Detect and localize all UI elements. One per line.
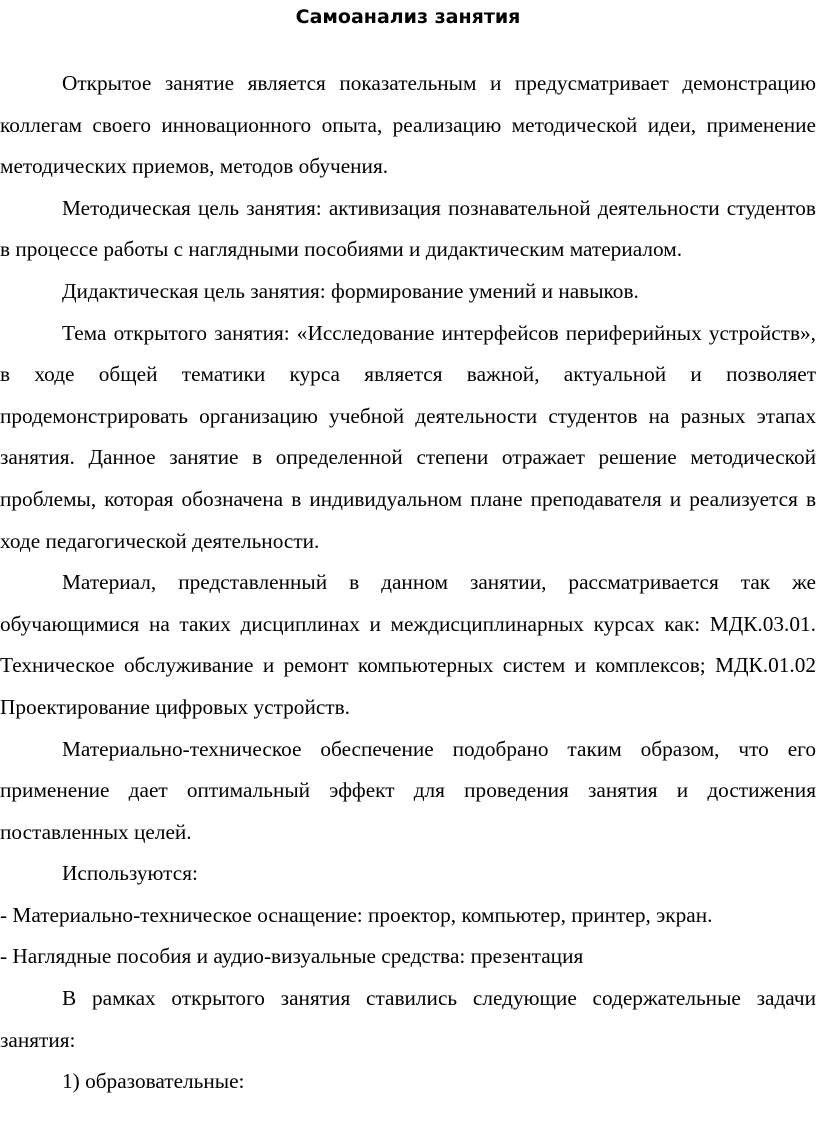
document-body bbox=[0, 63, 816, 1103]
paragraph-educational: 1) образовательные: bbox=[62, 1069, 245, 1094]
paragraph-tasks: В рамках открытого занятия ставились следующие содержательные задачи занятия: bbox=[0, 986, 816, 1052]
document-title: Самоанализ занятия bbox=[295, 6, 521, 28]
list-item-equipment: - Материально-техническое оснащение: проектор, компьютер, принтер, экран. bbox=[0, 902, 713, 927]
list-item-visual-aids: - Наглядные пособия и аудио-визуальные средства: презентация bbox=[0, 944, 584, 969]
paragraph-didactic-goal: Дидактическая цель занятия: формирование умений и навыков. bbox=[62, 278, 639, 303]
paragraph-open-lesson: Открытое занятие является показательным и предусматривает демонстрацию коллегам своего инновационного опыта, реализацию методической идеи, применение методических приемов, методов обучения. bbox=[0, 71, 816, 179]
paragraph-lesson-topic: Тема открытого занятия: «Исследование интерфейсов периферийных устройств», в ходе общей тематики курса является важной, актуальной и позволяет продемонстрировать организацию учебной деятельности студентов на разных этапах занятия. Данное занятие в определенной степени отражает решение методической проблемы, которая обозначена в индивидуальном плане преподавателя и реализуется в ходе педагогической деятельности. bbox=[0, 320, 816, 553]
paragraph-technical-support: Материально-техническое обеспечение подобрано таким образом, что его применение дает оптимальный эффект для проведения занятия и достижения поставленных целей. bbox=[0, 736, 816, 844]
paragraph-methodical-goal: Методическая цель занятия: активизация познавательной деятельности студентов в процессе работы с наглядными пособиями и дидактическим материалом. bbox=[0, 195, 816, 262]
paragraph-used: Используются: bbox=[62, 861, 198, 886]
paragraph-material: Материал, представленный в данном занятии, рассматривается так же обучающимися на таких дисциплинах и междисциплинарных курсах как: МДК.03.01. Техническое обслуживание и ремонт компьютерных систем и комплексов; МДК.01.02 Проектирование цифровых устройств. bbox=[0, 570, 816, 719]
